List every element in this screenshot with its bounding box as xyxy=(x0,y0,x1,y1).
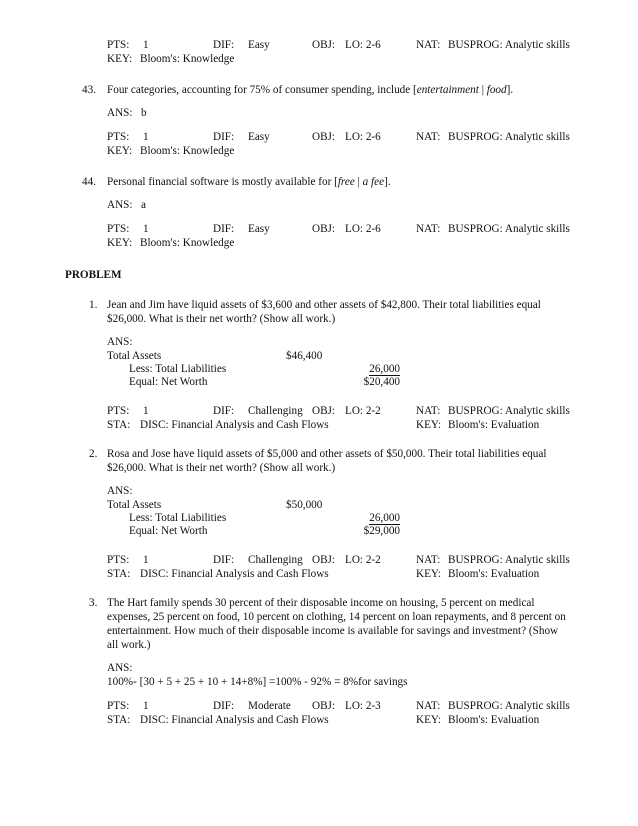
nat-value: BUSPROG: Analytic skills xyxy=(448,700,570,712)
dif-label: DIF: xyxy=(213,554,235,566)
key-value: Bloom's: Knowledge xyxy=(140,145,235,157)
obj-label: OBJ: xyxy=(312,554,336,566)
question-number: 43. xyxy=(82,84,96,96)
key-label: KEY: xyxy=(107,145,133,157)
ans-formula: 100%- [30 + 5 + 25 + 10 + 14+8%] =100% - 92% = 8%for savings xyxy=(107,676,408,688)
problem-text-line: entertainment. How much of their disposable income is available for savings and investment? (Show xyxy=(107,625,559,637)
obj-value: LO: 2-2 xyxy=(345,554,381,566)
total-assets-label: Total Assets xyxy=(107,350,162,362)
ans-label: ANS: xyxy=(107,662,133,674)
nat-value: BUSPROG: Analytic skills xyxy=(448,223,570,235)
sta-label: STA: xyxy=(107,419,131,431)
option-separator: | xyxy=(478,84,487,96)
key-label: KEY: xyxy=(416,714,442,726)
pts-label: PTS: xyxy=(107,39,130,51)
total-assets-label: Total Assets xyxy=(107,499,162,511)
pts-value: 1 xyxy=(143,554,149,566)
question-text-start: Personal financial software is mostly available for [ xyxy=(107,176,338,188)
total-assets-value: $46,400 xyxy=(286,350,323,362)
dif-label: DIF: xyxy=(213,131,235,143)
problem-text-line: The Hart family spends 30 percent of their disposable income on housing, 5 percent on medical xyxy=(107,597,535,609)
liabilities-value: 26,000 xyxy=(369,512,400,524)
net-worth-value: $20,400 xyxy=(363,376,400,388)
obj-value: LO: 2-6 xyxy=(345,131,381,143)
key-label: KEY: xyxy=(416,568,442,580)
obj-value: LO: 2-6 xyxy=(345,39,381,51)
dif-label: DIF: xyxy=(213,223,235,235)
dif-value: Easy xyxy=(248,131,270,143)
key-value: Bloom's: Evaluation xyxy=(448,714,540,726)
pts-value: 1 xyxy=(143,405,149,417)
liabilities-value: 26,000 xyxy=(369,363,400,375)
key-value: Bloom's: Evaluation xyxy=(448,568,540,580)
question-text-end: ]. xyxy=(506,84,514,96)
total-assets-value: $50,000 xyxy=(286,499,323,511)
key-label: KEY: xyxy=(107,237,133,249)
sta-value: DISC: Financial Analysis and Cash Flows xyxy=(140,419,329,431)
nat-label: NAT: xyxy=(416,131,441,143)
nat-label: NAT: xyxy=(416,405,441,417)
problem-text-line: $26,000. What is their net worth? (Show all work.) xyxy=(107,462,336,474)
question-number: 44. xyxy=(82,176,96,188)
pts-label: PTS: xyxy=(107,554,130,566)
net-worth-label: Equal: Net Worth xyxy=(129,525,208,537)
obj-value: LO: 2-2 xyxy=(345,405,381,417)
nat-label: NAT: xyxy=(416,700,441,712)
option-2: food xyxy=(486,84,507,96)
problem-number: 1. xyxy=(89,299,98,311)
option-2: a fee xyxy=(362,176,385,188)
nat-label: NAT: xyxy=(416,554,441,566)
ans-value: a xyxy=(141,199,146,211)
liabilities-label: Less: Total Liabilities xyxy=(129,363,227,375)
problem-text-line: all work.) xyxy=(107,639,151,651)
nat-label: NAT: xyxy=(416,39,441,51)
ans-label: ANS: xyxy=(107,336,133,348)
dif-label: DIF: xyxy=(213,39,235,51)
pts-value: 1 xyxy=(143,700,149,712)
dif-value: Easy xyxy=(248,223,270,235)
sta-value: DISC: Financial Analysis and Cash Flows xyxy=(140,568,329,580)
problem-text-line: Jean and Jim have liquid assets of $3,600 and other assets of $42,800. Their total liabilities equal xyxy=(107,299,541,311)
sta-label: STA: xyxy=(107,568,131,580)
problem-text-line: $26,000. What is their net worth? (Show all work.) xyxy=(107,313,336,325)
pts-value: 1 xyxy=(143,131,149,143)
key-value: Bloom's: Knowledge xyxy=(140,237,235,249)
section-heading: PROBLEM xyxy=(65,269,122,281)
obj-label: OBJ: xyxy=(312,131,336,143)
key-label: KEY: xyxy=(107,53,133,65)
option-separator: | xyxy=(354,176,363,188)
question-text-start: Four categories, accounting for 75% of consumer spending, include [ xyxy=(107,84,417,96)
pts-label: PTS: xyxy=(107,131,130,143)
obj-value: LO: 2-6 xyxy=(345,223,381,235)
dif-value: Moderate xyxy=(248,700,291,712)
liabilities-label: Less: Total Liabilities xyxy=(129,512,227,524)
obj-label: OBJ: xyxy=(312,223,336,235)
question-text xyxy=(107,175,391,190)
nat-value: BUSPROG: Analytic skills xyxy=(448,39,570,51)
ans-value: b xyxy=(141,107,147,119)
net-worth-value: $29,000 xyxy=(363,525,400,537)
sta-value: DISC: Financial Analysis and Cash Flows xyxy=(140,714,329,726)
nat-value: BUSPROG: Analytic skills xyxy=(448,131,570,143)
ans-label: ANS: xyxy=(107,485,133,497)
obj-value: LO: 2-3 xyxy=(345,700,381,712)
obj-label: OBJ: xyxy=(312,405,336,417)
obj-label: OBJ: xyxy=(312,700,336,712)
key-value: Bloom's: Evaluation xyxy=(448,419,540,431)
problem-text-line: Rosa and Jose have liquid assets of $5,000 and other assets of $50,000. Their total liabilities equal xyxy=(107,448,547,460)
ans-label: ANS: xyxy=(107,107,133,119)
ans-label: ANS: xyxy=(107,199,133,211)
pts-label: PTS: xyxy=(107,405,130,417)
dif-label: DIF: xyxy=(213,700,235,712)
nat-label: NAT: xyxy=(416,223,441,235)
question-text-end: ]. xyxy=(384,176,391,188)
net-worth-label: Equal: Net Worth xyxy=(129,376,208,388)
problem-text-line: expenses, 25 percent on food, 10 percent on clothing, 14 percent on loan repayments, and 8 percent on xyxy=(107,611,566,623)
problem-number: 3. xyxy=(89,597,98,609)
option-1: free xyxy=(337,176,355,188)
key-label: KEY: xyxy=(416,419,442,431)
key-value: Bloom's: Knowledge xyxy=(140,53,235,65)
dif-value: Easy xyxy=(248,39,270,51)
pts-value: 1 xyxy=(143,223,149,235)
dif-label: DIF: xyxy=(213,405,235,417)
dif-value: Challenging xyxy=(248,405,303,417)
nat-value: BUSPROG: Analytic skills xyxy=(448,405,570,417)
pts-label: PTS: xyxy=(107,700,130,712)
option-1: entertainment xyxy=(416,84,479,96)
pts-label: PTS: xyxy=(107,223,130,235)
obj-label: OBJ: xyxy=(312,39,336,51)
problem-number: 2. xyxy=(89,448,98,460)
pts-value: 1 xyxy=(143,39,149,51)
question-text xyxy=(107,83,513,98)
dif-value: Challenging xyxy=(248,554,303,566)
sta-label: STA: xyxy=(107,714,131,726)
nat-value: BUSPROG: Analytic skills xyxy=(448,554,570,566)
